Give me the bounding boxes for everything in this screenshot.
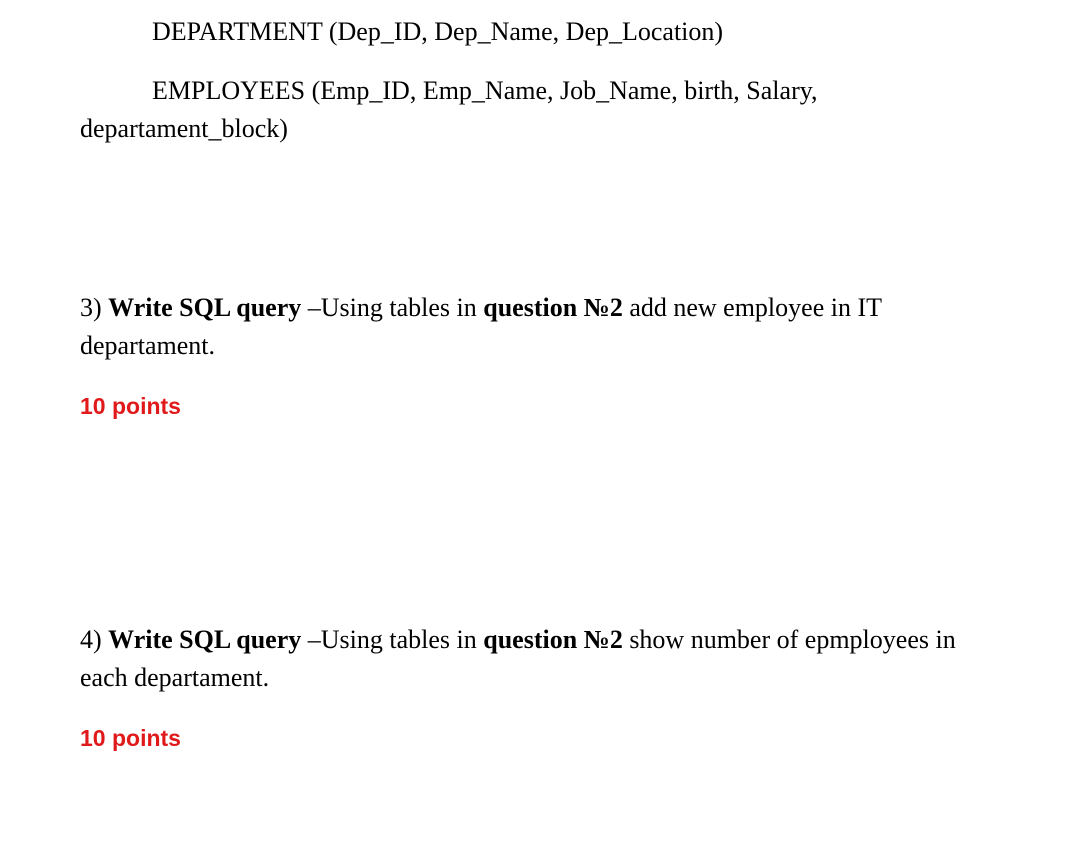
question-4-number: 4)	[80, 625, 102, 654]
question-3-bold-ref: question №2	[483, 293, 623, 322]
question-3-mid-text: –Using tables in	[307, 293, 477, 322]
question-3-text	[80, 289, 1000, 365]
question-4-rest-text: show number of epmployees in each departament.	[80, 625, 956, 692]
question-3-bold-prefix: Write SQL query	[108, 293, 302, 322]
employees-schema-line-2: departament_block)	[80, 114, 288, 143]
question-4-bold-prefix: Write SQL query	[108, 625, 302, 654]
question-4-points: 10 points	[80, 725, 181, 751]
question-3-rest-text: add new employee in IT departament.	[80, 293, 882, 360]
employees-schema-line-1: EMPLOYEES (Emp_ID, Emp_Name, Job_Name, birth, Salary,	[152, 76, 818, 105]
question-4-text	[80, 621, 1000, 697]
question-4-bold-ref: question №2	[483, 625, 623, 654]
question-3-points: 10 points	[80, 393, 181, 419]
employees-schema-paragraph	[80, 72, 1000, 148]
question-3-number: 3)	[80, 293, 102, 322]
question-4-mid-text: –Using tables in	[307, 625, 477, 654]
department-schema-line: DEPARTMENT (Dep_ID, Dep_Name, Dep_Location)	[152, 17, 724, 46]
